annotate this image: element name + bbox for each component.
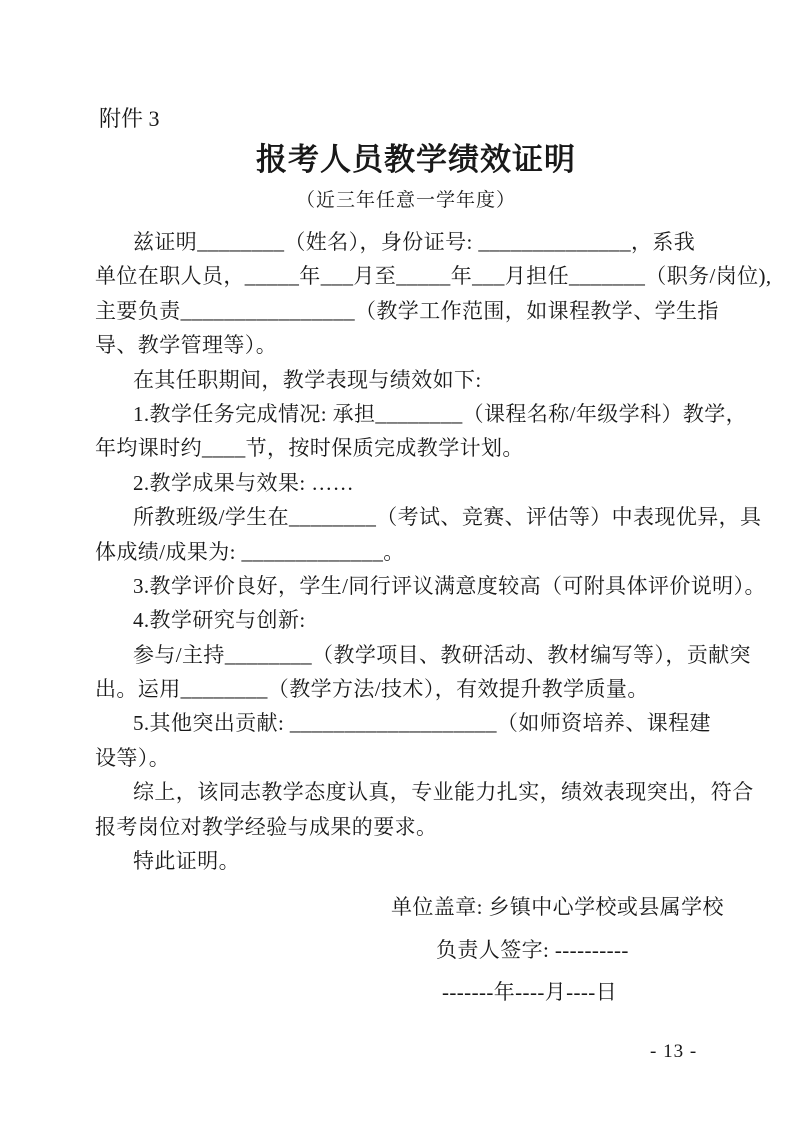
date-line: -------年----月----日 [442,980,618,1005]
page-number: - 13 - [650,1041,698,1062]
body-line: 特此证明。 [133,849,240,874]
body-line: 出。运用________（教学方法/技术），有效提升教学质量。 [95,677,649,702]
document-subtitle: （近三年任意一学年度） [295,190,516,211]
signer-line: 负责人签字: ---------- [436,937,629,962]
signature-block [95,886,735,1014]
body-line: 设等）。 [95,745,171,770]
body-line: 单位在职人员，_____年___月至_____年___月担任_______（职务/岗位), [95,264,772,289]
body-line: 报考岗位对教学经验与成果的要求。 [95,814,438,839]
body-line: 所教班级/学生在________（考试、竞赛、评估等）中表现优异，具 [133,505,762,530]
body-line: 参与/主持________（教学项目、教研活动、教材编写等），贡献突 [133,642,751,667]
body-line: 综上，该同志教学态度认真，专业能力扎实，绩效表现突出，符合 [133,780,754,805]
body-line: 主要负责________________（教学工作范围，如课程教学、学生指 [95,298,719,323]
body-line: 5.其他突出贡献: ___________________（如师资培养、课程建 [133,711,711,736]
body-line: 4.教学研究与创新: [133,608,306,633]
document-body [95,225,772,878]
body-line: 1.教学任务完成情况: 承担________（课程名称/年级学科）教学， [133,401,748,426]
attachment-label: 附件 3 [99,106,160,131]
body-line: 兹证明________（姓名），身份证号: ______________，系我 [133,230,696,254]
document-title: 报考人员教学绩效证明 [256,142,576,177]
body-line: 导、教学管理等）。 [95,333,278,358]
body-line: 年均课时约____节，按时保质完成教学计划。 [95,436,524,461]
body-line: 3.教学评价良好，学生/同行评议满意度较高（可附具体评价说明）。 [133,573,766,598]
body-line: 体成绩/成果为: _____________。 [95,539,405,564]
body-line: 2.教学成果与效果: …… [133,470,355,495]
body-line: 在其任职期间，教学表现与绩效如下: [133,367,482,392]
unit-seal-line: 单位盖章: 乡镇中心学校或县属学校 [391,895,724,919]
